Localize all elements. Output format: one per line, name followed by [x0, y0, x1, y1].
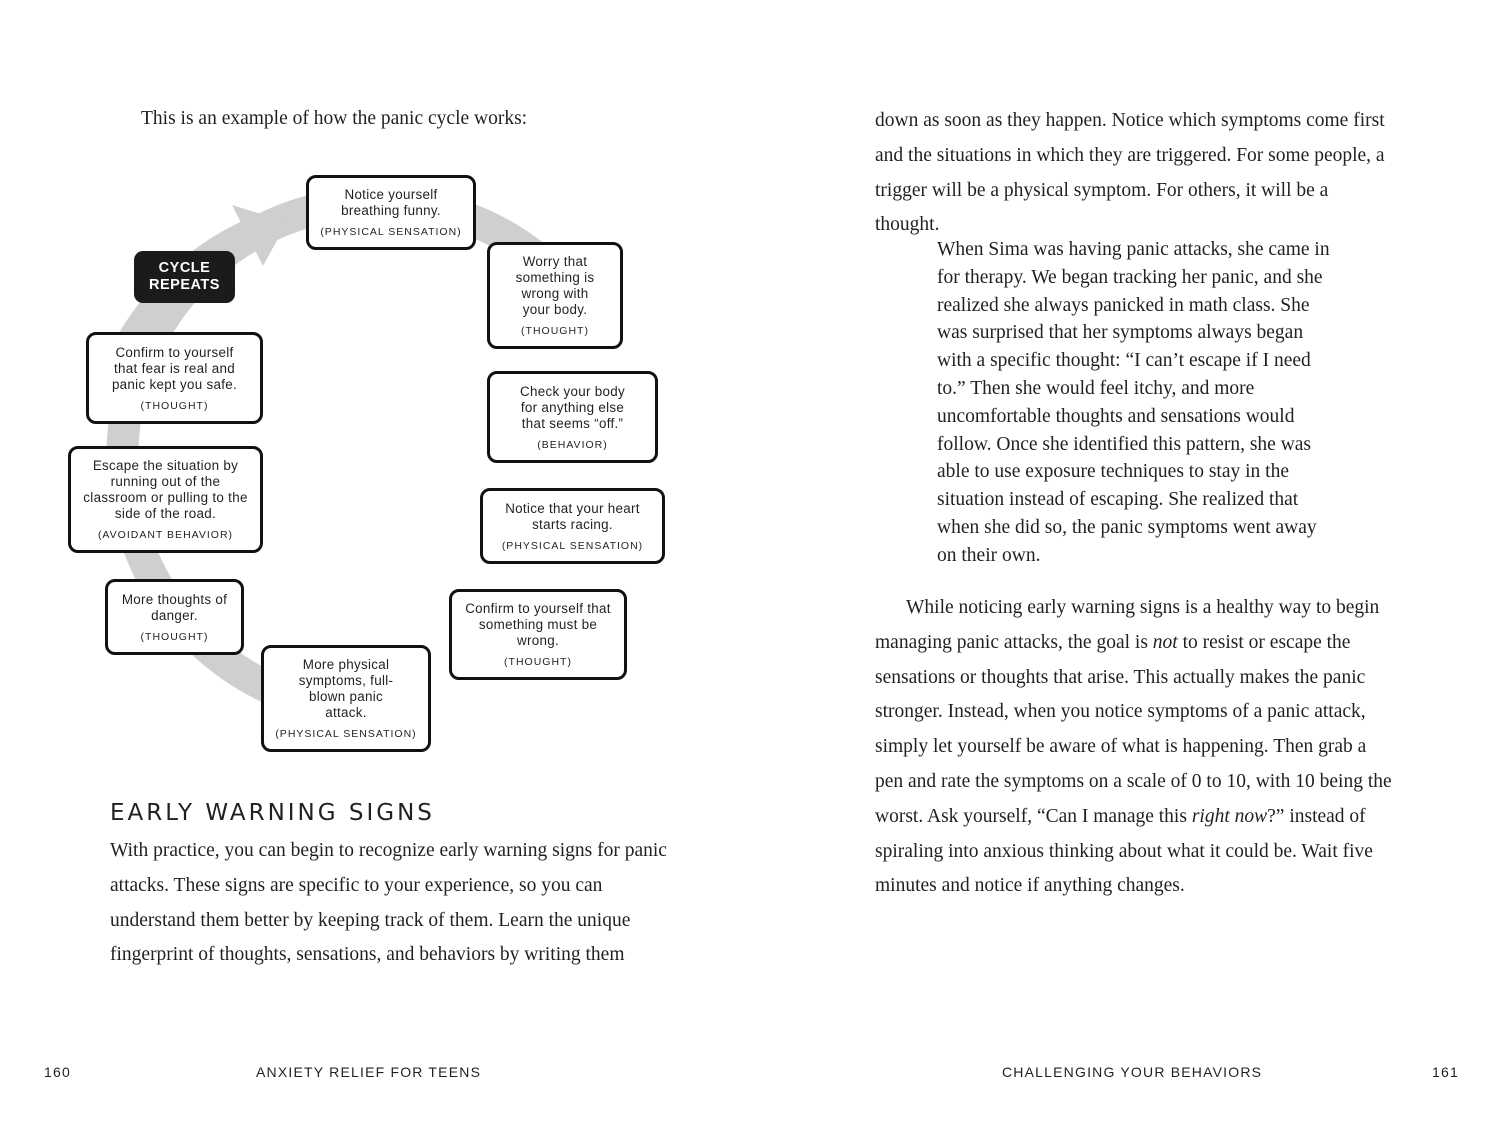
cycle-repeats-badge: CYCLE REPEATS — [134, 251, 235, 303]
left-body-paragraph: With practice, you can begin to recognize early warning signs for panic attacks. These signs are specific to your experience, so you can understand them better by keeping track of them. Learn the unique fingerprint of thoughts, sensations, and behaviors by writing them — [110, 840, 667, 966]
page-number-right: 161 — [1432, 1064, 1459, 1080]
right-body-paragraph: While noticing early warning signs is a healthy way to begin managing panic attacks, the goal is not to resist or escape the sensations or thoughts that arise. This actually makes the panic stronger. Instead, when you notice symptoms of a panic attack, simply let yourself be aware of what is happening. Then grab a pen and rate the symptoms on a scale of 0 to 10, with 10 being the worst. Ask yourself, “Can I manage this right now?” instead of spiraling into anxious thinking about what it could be. Wait five minutes and notice if anything changes. — [875, 597, 1392, 897]
cycle-step-1: Notice yourself breathing funny. (PHYSICAL SENSATION) — [306, 175, 476, 250]
cycle-step-8: Escape the situation by running out of the classroom or pulling to the side of the road. (AVOIDANT BEHAVIOR) — [68, 446, 263, 553]
cycle-step-5: Confirm to yourself that something must be wrong. (THOUGHT) — [449, 589, 627, 680]
running-head-left: ANXIETY RELIEF FOR TEENS — [256, 1064, 482, 1080]
right-page — [750, 0, 1500, 1125]
page-number-left: 160 — [44, 1064, 71, 1080]
cycle-step-7: More thoughts of danger. (THOUGHT) — [105, 579, 244, 655]
emphasis-right-now: right now — [1191, 805, 1268, 827]
cycle-step-3: Check your body for anything else that seems “off.” (BEHAVIOR) — [487, 371, 658, 463]
cycle-step-2: Worry that something is wrong with your body. (THOUGHT) — [487, 242, 623, 349]
right-top-paragraph: down as soon as they happen. Notice which symptoms come first and the situations in which they are triggered. For some people, a trigger will be a physical symptom. For others, it will be a thought. — [875, 110, 1385, 236]
running-head-right: CHALLENGING YOUR BEHAVIORS — [1002, 1064, 1263, 1080]
emphasis-not: not — [1152, 631, 1178, 653]
cycle-step-6: More physical symptoms, full-blown panic attack. (PHYSICAL SENSATION) — [261, 645, 431, 752]
diagram-intro: This is an example of how the panic cycle works: — [141, 108, 528, 129]
case-example-quote: When Sima was having panic attacks, she came in for therapy. We began tracking her panic, and she realized she always panicked in math class. She was surprised that her symptoms always began with a specific thought: “I can’t escape if I need to.” Then she would feel itchy, and more uncomfortable thoughts and sensations would follow. Once she identified this pattern, she was able to use exposure techniques to stay in the situation instead of escaping. She realized that when she did so, the panic symptoms went away on their own. — [937, 239, 1330, 566]
cycle-step-4: Notice that your heart starts racing. (PHYSICAL SENSATION) — [480, 488, 665, 564]
cycle-step-9: Confirm to yourself that fear is real and panic kept you safe. (THOUGHT) — [86, 332, 263, 424]
section-heading: EARLY WARNING SIGNS — [110, 800, 435, 826]
